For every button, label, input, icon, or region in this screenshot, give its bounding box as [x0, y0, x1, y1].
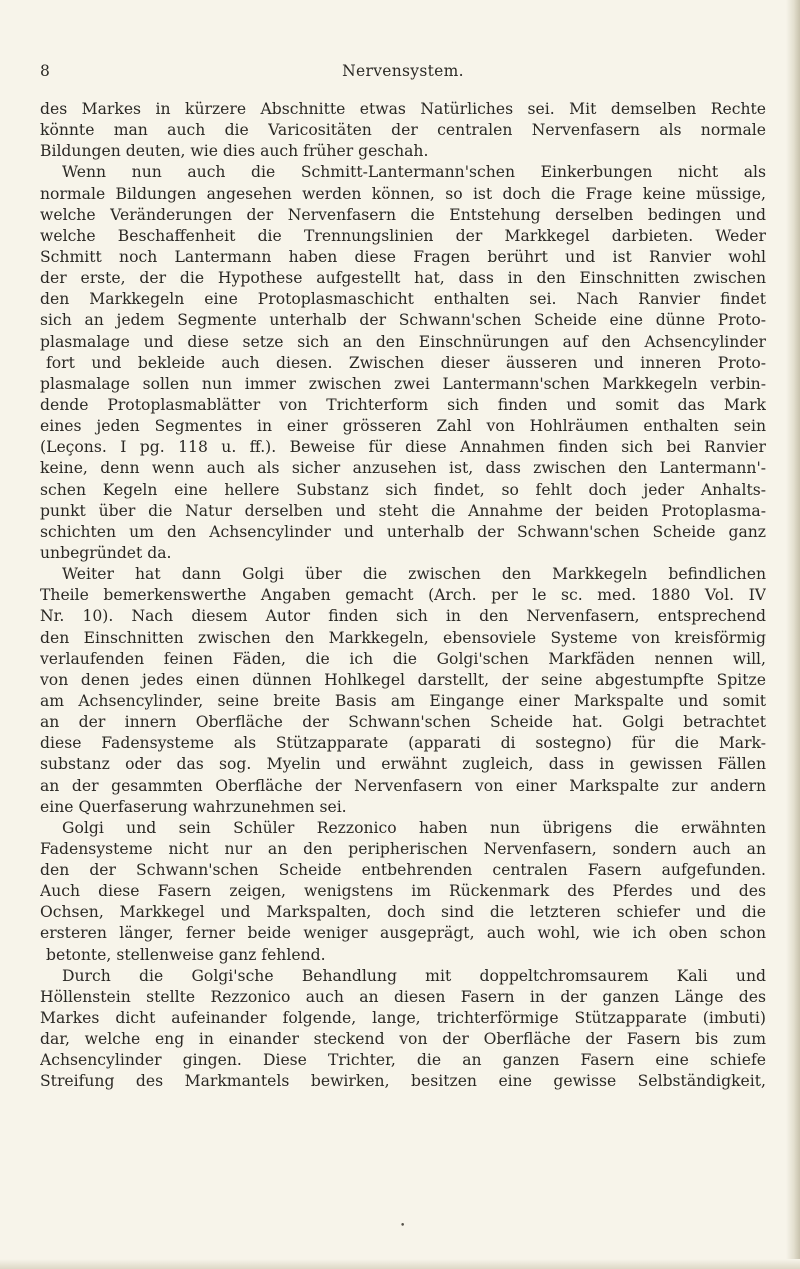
footer-mark: • — [400, 1221, 406, 1231]
text-line: Durch die Golgi'sche Behandlung mit doppeltchromsaurem Kali und — [62, 966, 766, 985]
text-line: den der Schwann'schen Scheide entbehrenden centralen Fasern aufgefunden. — [40, 861, 766, 880]
text-line: eines jeden Segmentes in einer grösseren Zahl von Hohlräumen enthalten sein — [40, 417, 766, 436]
text-line: der erste, der die Hypothese aufgestellt hat, dass in den Einschnitten zwischen — [40, 269, 766, 288]
text-line: punkt über die Natur derselben und steht die Annahme der beiden Protoplasma- — [40, 501, 766, 520]
text-line: Auch diese Fasern zeigen, wenigstens im Rückenmark des Pferdes und des — [40, 882, 766, 901]
text-line: (Leçons. I pg. 118 u. ff.). Beweise für diese Annahmen finden sich bei Ranvier — [40, 438, 766, 457]
page-bottom-shadow — [0, 1259, 800, 1269]
text-line: schen Kegeln eine hellere Substanz sich findet, so fehlt doch jeder Anhalts- — [40, 480, 766, 499]
text-line: dende Protoplasmablätter von Trichterform sich finden und somit das Mark — [40, 395, 766, 414]
page-header — [40, 62, 766, 86]
text-line: unbegründet da. — [40, 543, 172, 562]
body-text — [40, 99, 766, 1093]
text-line: betonte, stellenweise ganz fehlend. — [46, 945, 326, 964]
text-line: den Einschnitten zwischen den Markkegeln, ebensoviele Systeme von kreisförmig — [40, 628, 766, 647]
text-line: an der innern Oberfläche der Schwann'schen Scheide hat. Golgi betrachtet — [40, 713, 766, 732]
page-number: 8 — [40, 62, 50, 80]
text-line: ersteren länger, ferner beide weniger ausgeprägt, auch wohl, wie ich oben schon — [40, 924, 766, 943]
text-line: plasmalage und diese setze sich an den Einschnürungen auf den Achsencylinder — [40, 332, 766, 351]
text-line: diese Fadensysteme als Stützapparate (apparati di sostegno) für die Mark- — [40, 734, 766, 753]
text-line: substanz oder das sog. Myelin und erwähnt zugleich, dass in gewissen Fällen — [40, 755, 766, 774]
text-line: Achsencylinder gingen. Diese Trichter, die an ganzen Fasern eine schiefe — [40, 1051, 766, 1070]
text-line: eine Querfaserung wahrzunehmen sei. — [40, 797, 347, 816]
text-line: Nr. 10). Nach diesem Autor finden sich in den Nervenfasern, entsprechend — [40, 607, 766, 626]
running-head: Nervensystem. — [342, 62, 464, 80]
text-line: plasmalage sollen nun immer zwischen zwei Lantermann'schen Markkegeln verbin- — [40, 374, 766, 393]
text-line: könnte man auch die Varicositäten der centralen Nervenfasern als normale — [40, 121, 766, 140]
text-line: sich an jedem Segmente unterhalb der Schwann'schen Scheide eine dünne Proto- — [40, 311, 766, 330]
text-line: schichten um den Achsencylinder und unterhalb der Schwann'schen Scheide ganz — [40, 522, 766, 541]
page-edge-shadow — [786, 0, 800, 1269]
text-line: welche Beschaffenheit die Trennungslinien der Markkegel darbieten. Weder — [40, 226, 766, 245]
text-line: Theile bemerkenswerthe Angaben gemacht (Arch. per le sc. med. 1880 Vol. IV — [40, 586, 766, 605]
text-line: Schmitt noch Lantermann haben diese Fragen berührt und ist Ranvier wohl — [40, 247, 766, 266]
text-line: Weiter hat dann Golgi über die zwischen den Markkegeln befindlichen — [62, 565, 766, 584]
text-line: dar, welche eng in einander steckend von der Oberfläche der Fasern bis zum — [40, 1030, 766, 1049]
text-line: Streifung des Markmantels bewirken, besitzen eine gewisse Selbständigkeit, — [40, 1072, 766, 1091]
text-line: Wenn nun auch die Schmitt-Lantermann'schen Einkerbungen nicht als — [62, 163, 766, 182]
text-line: Höllenstein stellte Rezzonico auch an diesen Fasern in der ganzen Länge des — [40, 987, 766, 1006]
text-line: welche Veränderungen der Nervenfasern die Entstehung derselben bedingen und — [40, 205, 766, 224]
text-line: Fadensysteme nicht nur an den peripherischen Nervenfasern, sondern auch an — [40, 839, 766, 858]
text-line: Golgi und sein Schüler Rezzonico haben nun übrigens die erwähnten — [62, 818, 766, 837]
text-line: den Markkegeln eine Protoplasmaschicht enthalten sei. Nach Ranvier findet — [40, 290, 766, 309]
text-line: Markes dicht aufeinander folgende, lange, trichterförmige Stützapparate (imbuti) — [40, 1009, 766, 1028]
text-line: am Achsencylinder, seine breite Basis am Eingange einer Markspalte und somit — [40, 691, 766, 710]
text-line: verlaufenden feinen Fäden, die ich die Golgi'schen Markfäden nennen will, — [40, 649, 766, 668]
text-line: von denen jedes einen dünnen Hohlkegel darstellt, der seine abgestumpfte Spitze — [40, 670, 766, 689]
text-line: Bildungen deuten, wie dies auch früher geschah. — [40, 142, 429, 161]
text-line: an der gesammten Oberfläche der Nervenfasern von einer Markspalte zur andern — [40, 776, 766, 795]
text-line: normale Bildungen angesehen werden können, so ist doch die Frage keine müssige, — [40, 184, 766, 203]
text-line: fort und bekleide auch diesen. Zwischen dieser äusseren und inneren Proto- — [46, 353, 766, 372]
text-line: keine, denn wenn auch als sicher anzusehen ist, dass zwischen den Lantermann'- — [40, 459, 766, 478]
text-line: Ochsen, Markkegel und Markspalten, doch sind die letzteren schiefer und die — [40, 903, 766, 922]
text-line: des Markes in kürzere Abschnitte etwas Natürliches sei. Mit demselben Rechte — [40, 100, 766, 118]
